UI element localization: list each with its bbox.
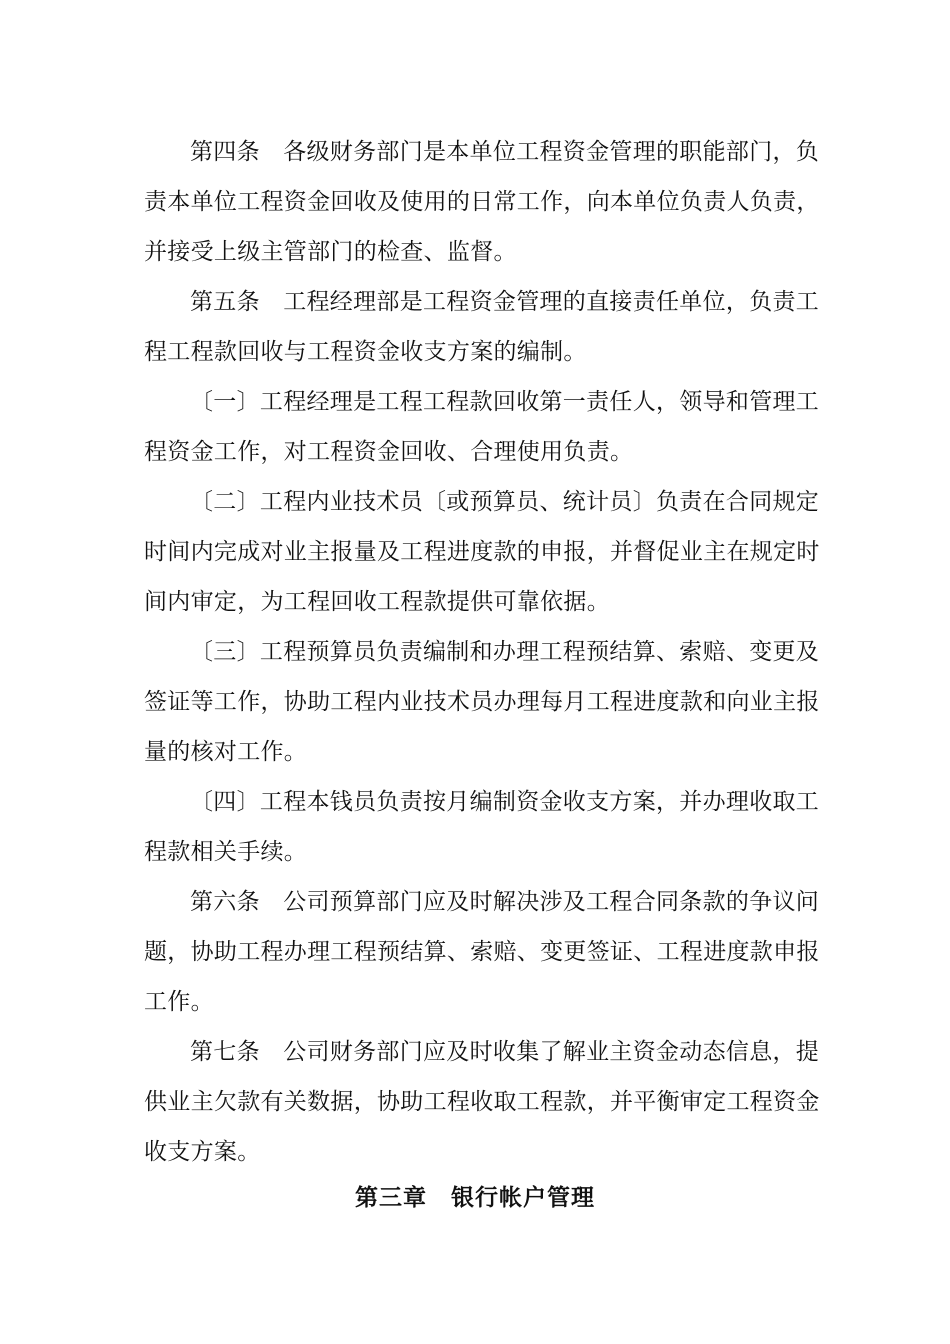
article-7-line-1: 第七条 公司财务部门应及时收集了解业主资金动态信息，提 xyxy=(190,1039,820,1065)
item-3-line-3: 量的核对工作。 xyxy=(144,739,308,765)
item-1-line-1: 〔一〕工程经理是工程工程款回收第一责任人，领导和管理工 xyxy=(190,389,820,415)
item-2-line-3: 间内审定，为工程回收工程款提供可靠依据。 xyxy=(144,589,610,615)
article-6-line-2: 题，协助工程办理工程预结算、索赔、变更签证、工程进度款申报 xyxy=(144,939,820,965)
item-3-line-1: 〔三〕工程预算员负责编制和办理工程预结算、索赔、变更及 xyxy=(190,639,820,665)
article-4-line-3: 并接受上级主管部门的检查、监督。 xyxy=(144,239,517,265)
item-4-line-2: 程款相关手续。 xyxy=(144,839,308,865)
item-4-line-1: 〔四〕工程本钱员负责按月编制资金收支方案，并办理收取工 xyxy=(190,789,820,815)
article-5-line-2: 程工程款回收与工程资金收支方案的编制。 xyxy=(144,339,587,365)
article-7-line-3: 收支方案。 xyxy=(144,1139,261,1165)
article-6-line-1: 第六条 公司预算部门应及时解决涉及工程合同条款的争议问 xyxy=(190,889,820,915)
item-2-line-1: 〔二〕工程内业技术员〔或预算员、统计员〕负责在合同规定 xyxy=(190,489,820,515)
item-2-line-2: 时间内完成对业主报量及工程进度款的申报，并督促业主在规定时 xyxy=(144,539,820,565)
chapter-heading: 第三章 银行帐户管理 xyxy=(355,1185,595,1211)
article-4-line-1: 第四条 各级财务部门是本单位工程资金管理的职能部门，负 xyxy=(190,139,820,165)
item-3-line-2: 签证等工作，协助工程内业技术员办理每月工程进度款和向业主报 xyxy=(144,689,820,715)
article-5-line-1: 第五条 工程经理部是工程资金管理的直接责任单位，负责工 xyxy=(190,289,820,315)
article-6-line-3: 工作。 xyxy=(144,989,214,1015)
item-1-line-2: 程资金工作，对工程资金回收、合理使用负责。 xyxy=(144,439,634,465)
article-7-line-2: 供业主欠款有关数据，协助工程收取工程款，并平衡审定工程资金 xyxy=(144,1089,820,1115)
article-4-line-2: 责本单位工程资金回收及使用的日常工作，向本单位负责人负责， xyxy=(144,189,820,215)
